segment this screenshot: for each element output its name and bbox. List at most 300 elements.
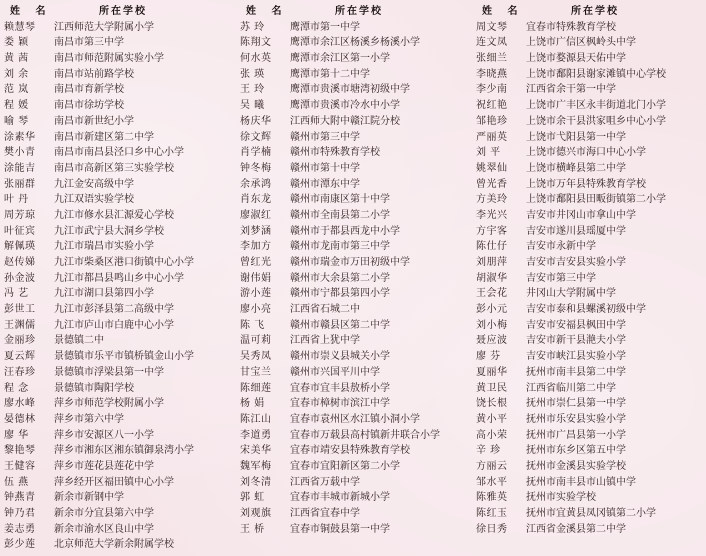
teacher-name: 夏云辉 [4,351,36,363]
roster-row [476,67,706,83]
roster-row [476,396,706,412]
teacher-name: 夏丽华 [476,366,508,378]
school-name: 九江金安高级中学 [54,178,134,190]
roster-row [4,271,236,287]
school-name: 九江市武宁县大洞乡学校 [54,225,164,237]
roster-rows [476,20,706,538]
roster-row [240,459,472,475]
school-name: 鹰潭市第一中学 [290,21,360,33]
school-name: 宜春市宜阳新区第二小学 [290,460,400,472]
teacher-name: 邹艳珍 [476,115,508,127]
school-name: 南昌市徐坊学校 [54,100,124,112]
school-name: 新余市分宜县第六中学 [54,508,154,519]
teacher-name: 严丽英 [476,131,508,143]
school-name: 抚州市南丰县市山镇中学 [526,476,636,488]
teacher-name: 陈雅英 [476,492,508,504]
school-name: 南昌市师范附属实验小学 [54,53,164,65]
teacher-name: 温可莉 [240,335,272,347]
roster-row [4,381,236,397]
roster-row [4,522,236,538]
roster-row [4,506,236,522]
teacher-name: 祝红艳 [476,100,508,112]
teacher-name: 周文琴 [476,21,508,33]
teacher-name: 彭世工 [4,304,36,316]
roster-row [4,333,236,349]
teacher-name: 刘小梅 [476,319,508,331]
teacher-name: 徐文辉 [240,131,272,143]
school-name: 景德镇二中 [54,335,104,347]
school-name: 新余市新钢中学 [54,492,124,504]
roster-rows [4,20,236,553]
teacher-name: 杨庆华 [240,115,272,127]
school-name: 赣州市南康区第十中学 [290,194,390,206]
school-name: 北京师范大学新余附属学校 [54,539,174,551]
roster-row [476,208,706,224]
roster-row [240,490,472,506]
roster-row [4,412,236,428]
teacher-name: 邹水平 [476,476,508,488]
school-name: 吉安市峡江县实验小学 [526,351,626,363]
school-name: 赣州市宁都县第四小学 [290,288,390,300]
school-name: 九江市都昌县鸣山乡中心小学 [54,272,184,284]
school-name: 萍乡市湘东区湘东镇御泉湾小学 [54,445,194,457]
school-name: 萍乡经开区福田镇中心小学 [54,476,174,488]
roster-row [476,412,706,428]
header-school: 所在学校 [571,6,619,17]
teacher-name: 宋美华 [240,445,272,457]
teacher-name: 周芳琼 [4,209,36,221]
school-name: 宜春市铜鼓县第一中学 [290,523,390,535]
teacher-name: 廖 华 [4,429,29,441]
school-name: 江西省万载中学 [290,476,360,488]
school-name: 吉安市井冈山市拿山中学 [526,209,636,221]
roster-row [4,145,236,161]
roster-row [4,537,236,553]
roster-row [476,333,706,349]
roster-row [4,67,236,83]
roster-row [4,239,236,255]
teacher-name: 徐日秀 [476,523,508,535]
school-name: 宜春市万载县高村镇新井联合小学 [290,429,440,441]
teacher-name: 姚翠仙 [476,162,508,174]
roster-row [240,239,472,255]
header-school: 所在学校 [335,6,383,17]
school-name: 南昌市高新区第三实验学校 [54,162,174,174]
teacher-name: 程 念 [4,382,29,394]
teacher-name: 王健容 [4,460,36,472]
teacher-name: 肖东龙 [240,194,272,206]
school-name: 萍乡市第六中学 [54,413,124,425]
teacher-name: 黄卫民 [476,382,508,394]
school-name: 上饶市万年县特殊教育学校 [526,178,646,190]
roster-row [240,318,472,334]
school-name: 九江市彭泽县第二高级中学 [54,304,174,316]
roster-column-2 [240,4,472,537]
roster-row [4,82,236,98]
school-name: 九江双语实验学校 [54,194,134,206]
teacher-name: 姜志勇 [4,523,36,535]
roster-row [4,286,236,302]
roster-row [240,51,472,67]
school-name: 上饶市婺源县天佑中学 [526,53,626,65]
roster-row [476,318,706,334]
school-name: 江西省临川第二中学 [526,382,616,394]
roster-row [4,365,236,381]
roster-row [240,286,472,302]
teacher-name: 刘朋萍 [476,257,508,268]
roster-row [476,98,706,114]
teacher-name: 余承鸿 [240,178,272,190]
teacher-name: 赵传娣 [4,257,36,268]
school-name: 抚州市崇仁县第一中学 [526,398,626,410]
column-header [4,4,236,20]
roster-row [476,20,706,36]
roster-row [240,20,472,36]
roster-row [476,239,706,255]
roster-row [4,490,236,506]
school-name: 南昌市第三中学 [54,37,124,49]
roster-row [476,192,706,208]
roster-row [4,428,236,444]
roster-row [476,286,706,302]
teacher-name: 廖小亮 [240,304,272,316]
roster-row [476,522,706,538]
roster-row [240,177,472,193]
teacher-name: 饶长根 [476,398,508,410]
roster-row [4,475,236,491]
roster-row [476,443,706,459]
header-name: 姓 名 [10,6,52,17]
teacher-name: 彭少莲 [4,539,36,551]
school-name: 抚州市东乡区第五中学 [526,445,626,457]
teacher-name: 方美玲 [476,194,508,206]
roster-row [4,35,236,51]
school-name: 南昌市新世纪小学 [54,115,134,127]
roster-row [4,98,236,114]
teacher-name: 喻 琴 [4,115,29,127]
school-name: 江西师范大学附属小学 [54,21,154,33]
teacher-name: 黄 茜 [4,53,29,65]
roster-row [240,161,472,177]
roster-row [476,271,706,287]
teacher-name: 冯 艺 [4,288,29,300]
teacher-name: 胡淑华 [476,272,508,284]
teacher-name: 魏军梅 [240,460,272,472]
school-name: 江西师大附中赣江院分校 [290,115,400,127]
column-header [240,4,472,20]
roster-row [240,428,472,444]
school-name: 宜春市袁州区水江镇小洞小学 [290,413,420,425]
teacher-name: 谢伟娟 [240,272,272,284]
school-name: 九江市修水县汇源爱心学校 [54,209,174,221]
teacher-name: 刘 平 [476,147,501,159]
roster-row [4,208,236,224]
roster-row [240,98,472,114]
roster-row [240,506,472,522]
teacher-name: 廖水峰 [4,398,36,410]
school-name: 鹰潭市余江区第一小学 [290,53,390,65]
school-name: 抚州市乐安县实验小学 [526,413,626,425]
teacher-name: 甘宝兰 [240,366,272,378]
teacher-name: 苏 玲 [240,21,265,33]
school-name: 抚州市广昌县第一小学 [526,429,626,441]
school-name: 吉安市新干县滟夫小学 [526,335,626,347]
roster-row [4,396,236,412]
school-name: 赣州市龙南市第三中学 [290,241,390,253]
school-name: 赣州市于都县西龙中小学 [290,225,400,237]
school-name: 吉安市第三中学 [526,272,596,284]
roster-row [240,114,472,130]
school-name: 宜春市樟树市滨江中学 [290,398,390,410]
column-header [476,4,706,20]
school-name: 景德镇市乐平市镇桥镇金山小学 [54,351,194,363]
roster-row [240,271,472,287]
teacher-name: 郭 虹 [240,492,265,504]
school-name: 宜春市丰城市新城小学 [290,492,390,504]
school-name: 江西省宜春中学 [290,508,360,519]
school-name: 宜春市靖安县特殊教育学校 [290,445,410,457]
teacher-name: 陈细莲 [240,382,272,394]
teacher-name: 刘梦涵 [240,225,272,237]
roster-row [476,35,706,51]
teacher-name: 张丽群 [4,178,36,190]
roster-row [4,177,236,193]
school-name: 新余市渝水区良山中学 [54,523,154,535]
roster-row [240,145,472,161]
roster-row [476,114,706,130]
school-name: 萍乡市莲花县莲花中学 [54,460,154,472]
school-name: 南昌市站前路学校 [54,68,134,80]
school-name: 萍乡市安源区八一小学 [54,429,154,441]
teacher-name: 王会花 [476,288,508,300]
school-name: 江西省金溪县第二中学 [526,523,626,535]
teacher-name: 涂能吉 [4,162,36,174]
roster-row [476,255,706,271]
school-name: 江西省上犹中学 [290,335,360,347]
school-name: 吉安市永新中学 [526,241,596,253]
school-name: 赣州市赣县区第二中学 [290,319,390,331]
roster-row [476,51,706,67]
teacher-name: 刘 余 [4,68,29,80]
teacher-name: 聂应波 [476,335,508,347]
header-name: 姓 名 [246,6,288,17]
roster-row [476,459,706,475]
roster-row [240,130,472,146]
teacher-name: 何水英 [240,53,272,65]
teacher-name: 方丽云 [476,460,508,472]
school-name: 景德镇市陶阳学校 [54,382,134,394]
school-name: 鹰潭市第十二中学 [290,68,370,80]
teacher-name: 李晓燕 [476,68,508,80]
roster-row [240,333,472,349]
school-name: 赣州市兴国平川中学 [290,366,380,378]
school-name: 鹰潭市余江区杨溪乡杨溪小学 [290,37,420,49]
school-name: 井冈山大学附属中学 [526,288,616,300]
school-name: 赣州市潭东中学 [290,178,360,190]
teacher-name: 钟乃君 [4,508,36,519]
teacher-name: 肖学楠 [240,147,272,159]
school-name: 抚州市宜黄县凤冈镇第二小学 [526,508,656,519]
teacher-name: 孙金波 [4,272,36,284]
teacher-name: 娄 颖 [4,37,29,49]
teacher-name: 范 岚 [4,84,29,96]
school-name: 上饶市弋阳县第一中学 [526,131,626,143]
school-name: 上饶市广信区枫岭头中学 [526,37,636,49]
teacher-name: 李少南 [476,84,508,96]
school-name: 吉安市泰和县螺溪初级中学 [526,304,646,316]
teacher-name: 程 媛 [4,100,29,112]
school-name: 上饶市广丰区永丰街道北门小学 [526,100,666,112]
roster-row [476,428,706,444]
teacher-name: 解佩瑛 [4,241,36,253]
teacher-name: 李道勇 [240,429,272,441]
header-school: 所在学校 [99,6,147,17]
school-name: 上饶市鄱阳县谢家滩镇中心学校 [526,68,666,80]
roster-row [4,255,236,271]
roster-row [4,443,236,459]
school-name: 上饶市余干县洪家咀乡中心小学 [526,115,666,127]
teacher-name: 陈红玉 [476,508,508,519]
school-name: 赣州市第三中学 [290,131,360,143]
roster-row [476,302,706,318]
teacher-name: 伍 燕 [4,476,29,488]
teacher-name: 李光兴 [476,209,508,221]
roster-row [240,396,472,412]
teacher-name: 王 玲 [240,84,265,96]
school-name: 宜春市特殊教育学校 [526,21,616,33]
teacher-name: 高小荣 [476,429,508,441]
teacher-name: 王渊儒 [4,319,36,331]
teacher-name: 赖慧琴 [4,21,36,33]
roster-row [240,224,472,240]
school-name: 吉安市吉安县实验小学 [526,257,626,268]
teacher-name: 陈翔文 [240,37,272,49]
school-name: 鹰潭市贵溪市塘湾初级中学 [290,84,410,96]
teacher-name: 陈 飞 [240,319,265,331]
roster-row [240,412,472,428]
school-name: 江西省石城二中 [290,304,360,316]
teacher-name: 连文凤 [476,37,508,49]
teacher-name: 陈仕仔 [476,241,508,253]
school-name: 宜春市宜丰县敖桥小学 [290,382,390,394]
teacher-name: 樊小青 [4,147,36,159]
roster-row [240,349,472,365]
school-name: 江西省余干第一中学 [526,84,616,96]
teacher-name: 钟燕青 [4,492,36,504]
school-name: 赣州市瑞金市万田初级中学 [290,257,410,268]
school-name: 九江市湖口县第四小学 [54,288,154,300]
roster-row [240,67,472,83]
teacher-name: 吴 曦 [240,100,265,112]
school-name: 九江市瑞昌市实验小学 [54,241,154,253]
roster-row [476,82,706,98]
school-name: 上饶市横峰县第二中学 [526,162,626,174]
teacher-name: 黎艳琴 [4,445,36,457]
roster-row [240,522,472,538]
teacher-name: 叶征宾 [4,225,36,237]
roster-row [476,381,706,397]
roster-row [4,318,236,334]
roster-row [240,192,472,208]
school-name: 吉安市安福县枫田中学 [526,319,626,331]
teacher-name: 方宇客 [476,225,508,237]
school-name: 吉安市遂川县瑶厦中学 [526,225,626,237]
teacher-name: 吴秀凤 [240,351,272,363]
roster-row [476,365,706,381]
teacher-name: 杨 娟 [240,398,265,410]
roster-row [476,130,706,146]
roster-row [476,224,706,240]
roster-row [240,381,472,397]
school-name: 赣州市特殊教育学校 [290,147,380,159]
header-name: 姓 名 [482,6,524,17]
teacher-name: 张细兰 [476,53,508,65]
roster-row [476,349,706,365]
roster-row [4,114,236,130]
school-name: 鹰潭市贵溪市冷水中小学 [290,100,400,112]
school-name: 南昌市育新学校 [54,84,124,96]
teacher-name: 彭小元 [476,304,508,316]
teacher-name: 刘观旗 [240,508,272,519]
teacher-name: 涂素华 [4,131,36,143]
teacher-name: 金丽珍 [4,335,36,347]
roster-column-3 [476,4,706,537]
school-name: 南昌市南昌县泾口乡中心小学 [54,147,184,159]
school-name: 萍乡市师范学校附属小学 [54,398,164,410]
roster-row [240,475,472,491]
teacher-name: 黄小平 [476,413,508,425]
roster-row [4,192,236,208]
school-name: 赣州市第十中学 [290,162,360,174]
teacher-name: 李加方 [240,241,272,253]
teacher-name: 曾光香 [476,178,508,190]
school-name: 赣州市全南县第二小学 [290,209,390,221]
roster-row [476,177,706,193]
school-name: 抚州市金溪县实验学校 [526,460,626,472]
roster-row [240,208,472,224]
teacher-name: 廖淑红 [240,209,272,221]
roster-column-1 [4,4,236,553]
teacher-name: 王 桥 [240,523,265,535]
roster-row [4,349,236,365]
teacher-name: 张 瑛 [240,68,265,80]
roster-row [4,459,236,475]
teacher-name: 汪春珍 [4,366,36,378]
roster-row [4,20,236,36]
roster-row [240,82,472,98]
teacher-name: 辛 珍 [476,445,501,457]
roster-row [240,35,472,51]
roster-row [240,302,472,318]
school-name: 南昌市新建区第二中学 [54,131,154,143]
roster-row [4,302,236,318]
teacher-name: 廖 芬 [476,351,501,363]
teacher-name: 刘冬清 [240,476,272,488]
roster-row [240,443,472,459]
teacher-name: 钟冬梅 [240,162,272,174]
roster-row [476,161,706,177]
roster-row [240,255,472,271]
roster-rows [240,20,472,538]
school-name: 赣州市大余县第二小学 [290,272,390,284]
school-name: 上饶市德兴市海口中心小学 [526,147,646,159]
roster-row [476,506,706,522]
teacher-name: 陈江山 [240,413,272,425]
roster-row [240,365,472,381]
teacher-name: 游小莲 [240,288,272,300]
school-name: 上饶市鄱阳县田畈街镇第二小学 [526,194,666,206]
roster-row [476,145,706,161]
